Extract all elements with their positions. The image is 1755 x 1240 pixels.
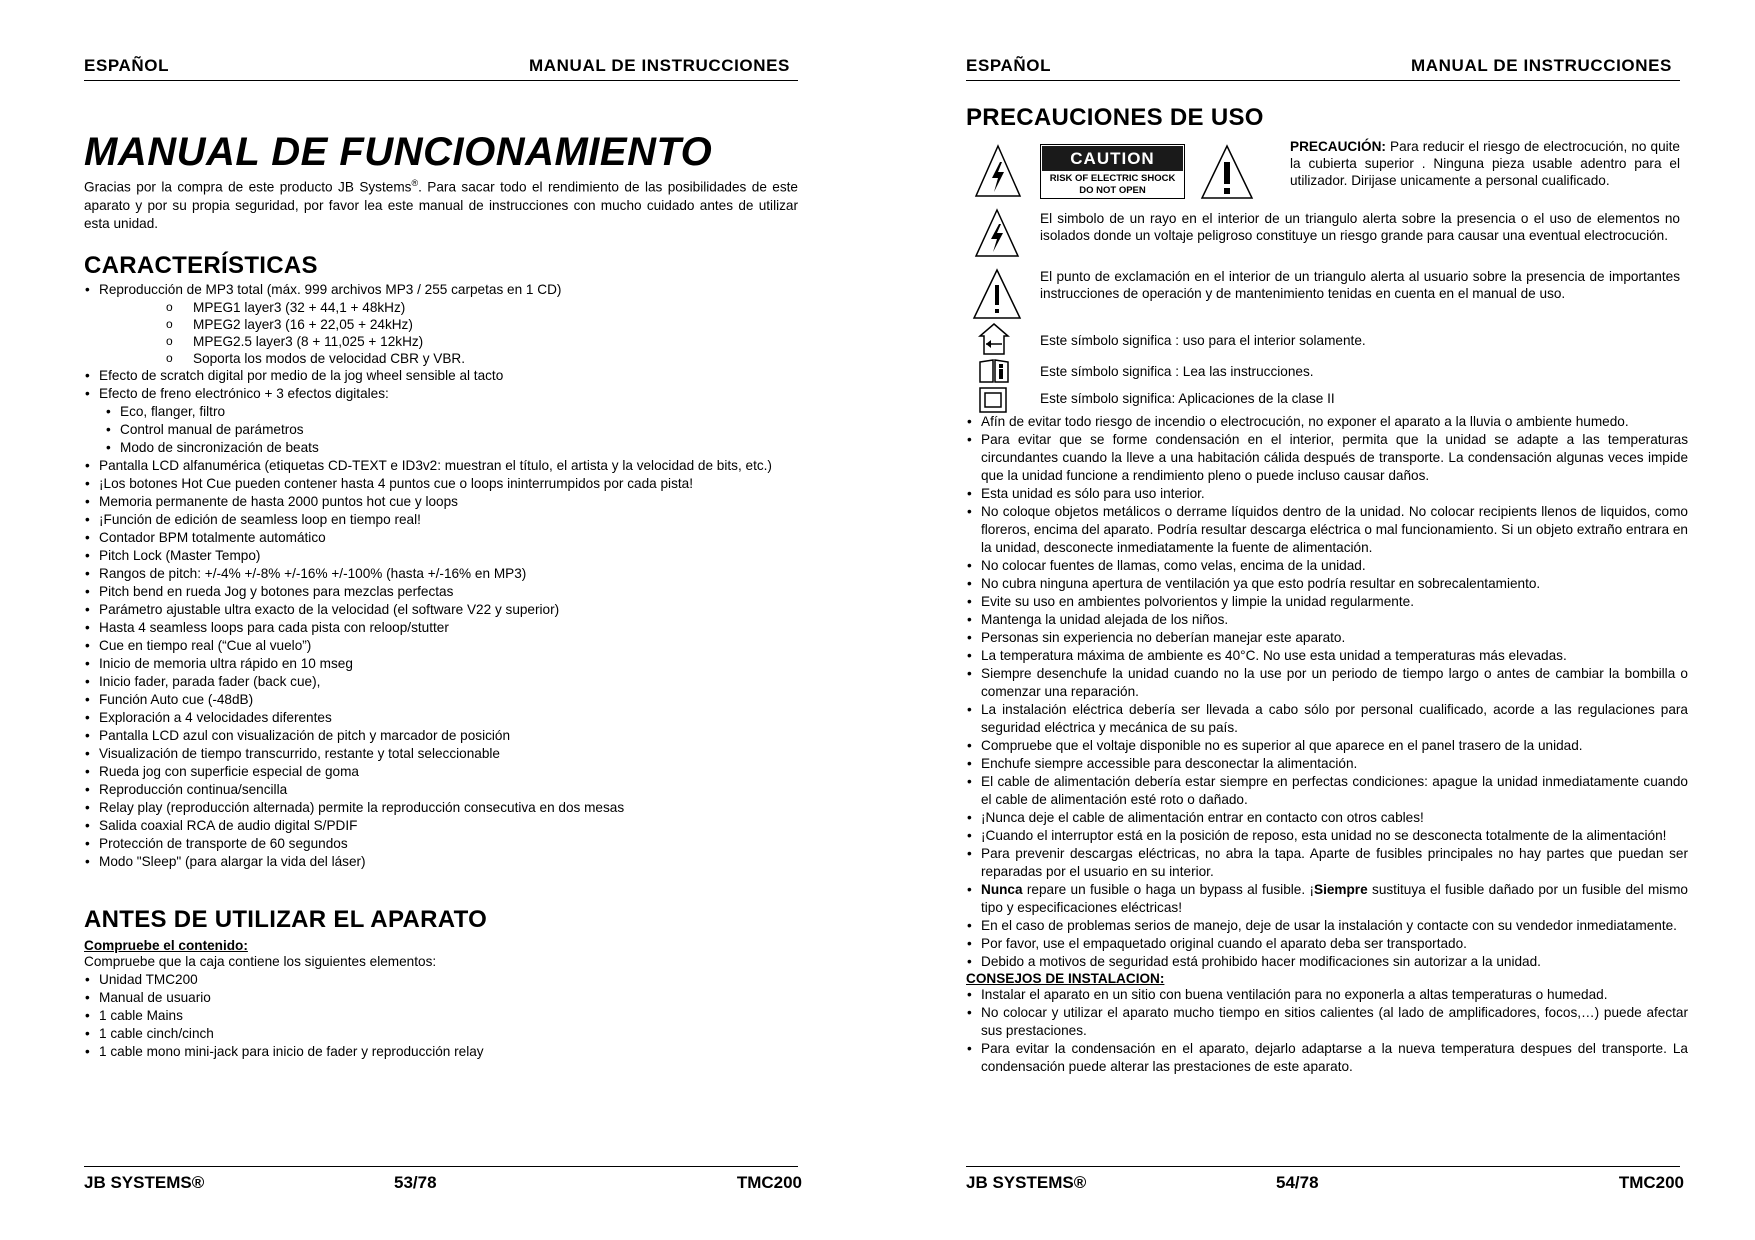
safety-list-2 (966, 917, 1688, 971)
features-mid (84, 367, 798, 403)
list-item: • Pitch bend en rueda Jog y botones para mezclas perfectas (84, 583, 798, 601)
list-item: • Rangos de pitch: +/-4% +/-8% +/-16% +/-100% (hasta +/-16% en MP3) (84, 565, 798, 583)
header-language: ESPAÑOL (966, 56, 1052, 75)
list-item: • Eco, flanger, filtro (106, 403, 798, 421)
footer-brand: JB SYSTEMS® (966, 1173, 1087, 1192)
list-item: • No cubra ninguna apertura de ventilación ya que esto podría resultar en sobrecalentamiento. (966, 575, 1688, 593)
list-item: • Para prevenir descargas eléctricas, no abra la tapa. Aparte de fusibles principales no hay partes que puedan ser reparadas por el usuario en su interior. (966, 845, 1688, 881)
list-item: • Salida coaxial RCA de audio digital S/PDIF (84, 817, 798, 835)
list-item: o MPEG2 layer3 (16 + 22,05 + 24kHz) (166, 316, 798, 333)
features-list (84, 281, 798, 871)
lightning-warning-icon (974, 144, 1022, 198)
list-item: • Unidad TMC200 (84, 971, 798, 989)
list-item: • Nunca repare un fusible o haga un bypass al fusible. ¡Siempre sustituya el fusible dañado por un fusible del mismo tipo y especificaciones eléctricas! (966, 881, 1688, 917)
list-item: • Visualización de tiempo transcurrido, restante y total seleccionable (84, 745, 798, 763)
list-item: • Reproducción continua/sencilla (84, 781, 798, 799)
symbol-desc-exclamation: El punto de exclamación en el interior de un triangulo alerta al usuario sobre la presencia de importantes instrucciones de operación y de mantenimiento tenidas en cuenta en el manual de uso. (1040, 269, 1680, 301)
caution-line-1: RISK OF ELECTRIC SHOCK (1049, 173, 1176, 184)
features-rest (84, 457, 798, 871)
footer-page-number: 54/78 (1276, 1173, 1319, 1192)
list-item: • Siempre desenchufe la unidad cuando no la use por un periodo de tiempo largo o antes de cambiar la bombilla o comenzar una reparación. (966, 665, 1688, 701)
list-item: • Función Auto cue (-48dB) (84, 691, 798, 709)
caution-label (1040, 144, 1185, 199)
list-item: • Personas sin experiencia no deberían manejar este aparato. (966, 629, 1688, 647)
list-item: • No colocar y utilizar el aparato mucho tiempo en sitios calientes (al lado de amplificadores, focos,…) puede afectar sus prestaciones. (966, 1004, 1688, 1040)
footer-model: TMC200 (1618, 1173, 1684, 1192)
list-item: • Cue en tiempo real (“Cue al vuelo”) (84, 637, 798, 655)
list-item: • Control manual de parámetros (106, 421, 798, 439)
list-item: • Protección de transporte de 60 segundos (84, 835, 798, 853)
list-item: • Relay play (reproducción alternada) permite la reproducción consecutiva en dos mesas (84, 799, 798, 817)
list-item: • ¡Función de edición de seamless loop en tiempo real! (84, 511, 798, 529)
class-ii-icon (978, 386, 1008, 414)
list-item: • La instalación eléctrica debería ser llevada a cabo sólo por personal cualificado, acorde a las regulaciones para seguridad eléctrica y mecánica de su país. (966, 701, 1688, 737)
page-title: MANUAL DE FUNCIONAMIENTO (84, 130, 713, 174)
list-item: • No coloque objetos metálicos o derrame líquidos dentro de la unidad. No colocar recipients llenos de liquidos, como floreros, encima del aparato. Podría resultar descarga eléctrica o mal funcionamiento. Si un objeto extraño entrara en la unidad, desconecte inmediatamente la fuente de alimentación. (966, 503, 1688, 557)
list-item: • 1 cable Mains (84, 1007, 798, 1025)
footer-page-number: 53/78 (394, 1173, 437, 1192)
before-use-heading: ANTES DE UTILIZAR EL APARATO (84, 906, 488, 933)
list-item: • Evite su uso en ambientes polvorientos y limpie la unidad regularmente. (966, 593, 1688, 611)
list-item: • Esta unidad es sólo para uso interior. (966, 485, 1688, 503)
list-item: • Mantenga la unidad alejada de los niños. (966, 611, 1688, 629)
list-item: • Para evitar que se forme condensación en el interior, permita que la unidad se adapte a las temperaturas circundantes cuando la lleve a una habitación cálida después de transporte. La condensación algunas veces impide que la unidad funcione a rendimiento pleno o puede incluso causar daños. (966, 431, 1688, 485)
symbol-desc-class-ii: Este símbolo significa: Aplicaciones de la clase II (1040, 391, 1335, 406)
list-item: • Reproducción de MP3 total (máx. 999 archivos MP3 / 255 carpetas en 1 CD) (84, 281, 798, 299)
list-item: • Pitch Lock (Master Tempo) (84, 547, 798, 565)
header-title: MANUAL DE INSTRUCCIONES (529, 56, 790, 75)
exclamation-warning-icon (1200, 144, 1254, 200)
list-item: • En el caso de problemas serios de manejo, deje de usar la instalación y contacte con su vendedor inmediatamente. (966, 917, 1688, 935)
header-title: MANUAL DE INSTRUCCIONES (1411, 56, 1672, 75)
list-item: • Inicio fader, parada fader (back cue), (84, 673, 798, 691)
symbol-desc-read: Este símbolo significa : Lea las instrucciones. (1040, 364, 1314, 379)
check-contents-heading: Compruebe el contenido: (84, 938, 248, 953)
install-tips-heading: CONSEJOS DE INSTALACION: (966, 971, 1165, 986)
list-item: • Exploración a 4 velocidades diferentes (84, 709, 798, 727)
list-item: • Efecto de scratch digital por medio de la jog wheel sensible al tacto (84, 367, 798, 385)
list-item: o Soporta los modos de velocidad CBR y VBR. (166, 350, 798, 367)
list-item: • Para evitar la condensación en el aparato, dejarlo adaptarse a la nueva temperatura despues del transporte. La condensación puede alterar las prestaciones de este aparato. (966, 1040, 1688, 1076)
header-language: ESPAÑOL (84, 56, 170, 75)
check-contents-text: Compruebe que la caja contiene los siguientes elementos: (84, 954, 437, 969)
read-instructions-icon (978, 358, 1010, 384)
left-footer (84, 1166, 802, 1199)
effects-sublist (84, 403, 798, 457)
safety-instructions (966, 413, 1688, 1076)
left-header (84, 54, 798, 81)
precaution-paragraph: PRECAUCIÓN: Para reducir el riesgo de electrocución, no quite la cubierta superior . Ninguna pieza usable adentro para el utilizador. Dirijase unicamente a personal cualificado. (1290, 139, 1680, 188)
precautions-heading: PRECAUCIONES DE USO (966, 104, 1264, 131)
safety-list (966, 413, 1688, 881)
right-header (966, 54, 1680, 81)
caution-title: CAUTION (1042, 146, 1183, 171)
list-item: • Afín de evitar todo riesgo de incendio o electrocución, no exponer el aparato a la lluvia o ambiente humedo. (966, 413, 1688, 431)
left-page (84, 0, 802, 1240)
list-item: • Manual de usuario (84, 989, 798, 1007)
list-item: • Modo "Sleep" (para alargar la vida del láser) (84, 853, 798, 871)
right-footer (966, 1166, 1684, 1199)
list-item: • Efecto de freno electrónico + 3 efectos digitales: (84, 385, 798, 403)
list-item: • Instalar el aparato en un sitio con buena ventilación para no exponerla a altas temperaturas o humedad. (966, 986, 1688, 1004)
list-item: • Debido a motivos de seguridad está prohibido hacer modificaciones sin autorizar a la unidad. (966, 953, 1688, 971)
caution-line-2: DO NOT OPEN (1079, 185, 1146, 196)
list-item: o MPEG2.5 layer3 (8 + 11,025 + 12kHz) (166, 333, 798, 350)
list-item: • La temperatura máxima de ambiente es 40°C. No use esta unidad a temperaturas más elevadas. (966, 647, 1688, 665)
symbol-desc-indoor: Este símbolo significa : uso para el interior solamente. (1040, 333, 1366, 348)
list-item: • 1 cable mono mini-jack para inicio de fader y reproducción relay (84, 1043, 798, 1061)
indoor-use-icon (978, 322, 1010, 356)
footer-model: TMC200 (736, 1173, 802, 1192)
exclamation-triangle-icon (972, 268, 1022, 320)
list-item: • ¡Cuando el interruptor está en la posición de reposo, esta unidad no se desconecta totalmente de la alimentación! (966, 827, 1688, 845)
list-item: • Pantalla LCD azul con visualización de pitch y marcador de posición (84, 727, 798, 745)
list-item: o MPEG1 layer3 (32 + 44,1 + 48kHz) (166, 299, 798, 316)
list-item: • Rueda jog con superficie especial de goma (84, 763, 798, 781)
list-item: • Pantalla LCD alfanumérica (etiquetas CD-TEXT e ID3v2: muestran el título, el artista y la velocidad de bits, etc.) (84, 457, 798, 475)
list-item: • ¡Los botones Hot Cue pueden contener hasta 4 puntos cue o loops ininterrumpidos por cada pista! (84, 475, 798, 493)
lightning-triangle-icon (974, 208, 1020, 258)
list-item: • Inicio de memoria ultra rápido en 10 mseg (84, 655, 798, 673)
list-item: • 1 cable cinch/cinch (84, 1025, 798, 1043)
list-item: • El cable de alimentación debería estar siempre en perfectas condiciones: apague la unidad inmediatamente cuando el cable de alimentación esté roto o dañado. (966, 773, 1688, 809)
list-item: • ¡Nunca deje el cable de alimentación entrar en contacto con otros cables! (966, 809, 1688, 827)
contents-list (84, 971, 798, 1061)
list-item: • Compruebe que el voltaje disponible no es superior al que aparece en el panel trasero de la unidad. (966, 737, 1688, 755)
list-item: • Por favor, use el empaquetado original cuando el aparato deba ser transportado. (966, 935, 1688, 953)
list-item: • Parámetro ajustable ultra exacto de la velocidad (el software V22 y superior) (84, 601, 798, 619)
features-heading: CARACTERÍSTICAS (84, 252, 318, 279)
symbol-desc-lightning: El simbolo de un rayo en el interior de un triangulo alerta sobre la presencia o el uso de elementos no isolados donde un voltaje peligroso constituye un riesgo grande para causar una eventual electrocución. (1040, 211, 1680, 243)
list-item: • Modo de sincronización de beats (106, 439, 798, 457)
list-item: • No colocar fuentes de llamas, como velas, encima de la unidad. (966, 557, 1688, 575)
mp3-sublist (84, 299, 798, 367)
list-item: • Hasta 4 seamless loops para cada pista con reloop/stutter (84, 619, 798, 637)
install-tips-list (966, 986, 1688, 1076)
intro-paragraph: Gracias por la compra de este producto JB Systems®. Para sacar todo el rendimiento de las posibilidades de este aparato y por su propia seguridad, por favor lea este manual de instrucciones con mucho cuidado antes de utilizar esta unidad. (84, 178, 798, 231)
list-item: • Enchufe siempre accessible para desconectar la alimentación. (966, 755, 1688, 773)
footer-brand: JB SYSTEMS® (84, 1173, 205, 1192)
right-page (966, 0, 1688, 1240)
list-item: • Contador BPM totalmente automático (84, 529, 798, 547)
list-item: • Memoria permanente de hasta 2000 puntos hot cue y loops (84, 493, 798, 511)
